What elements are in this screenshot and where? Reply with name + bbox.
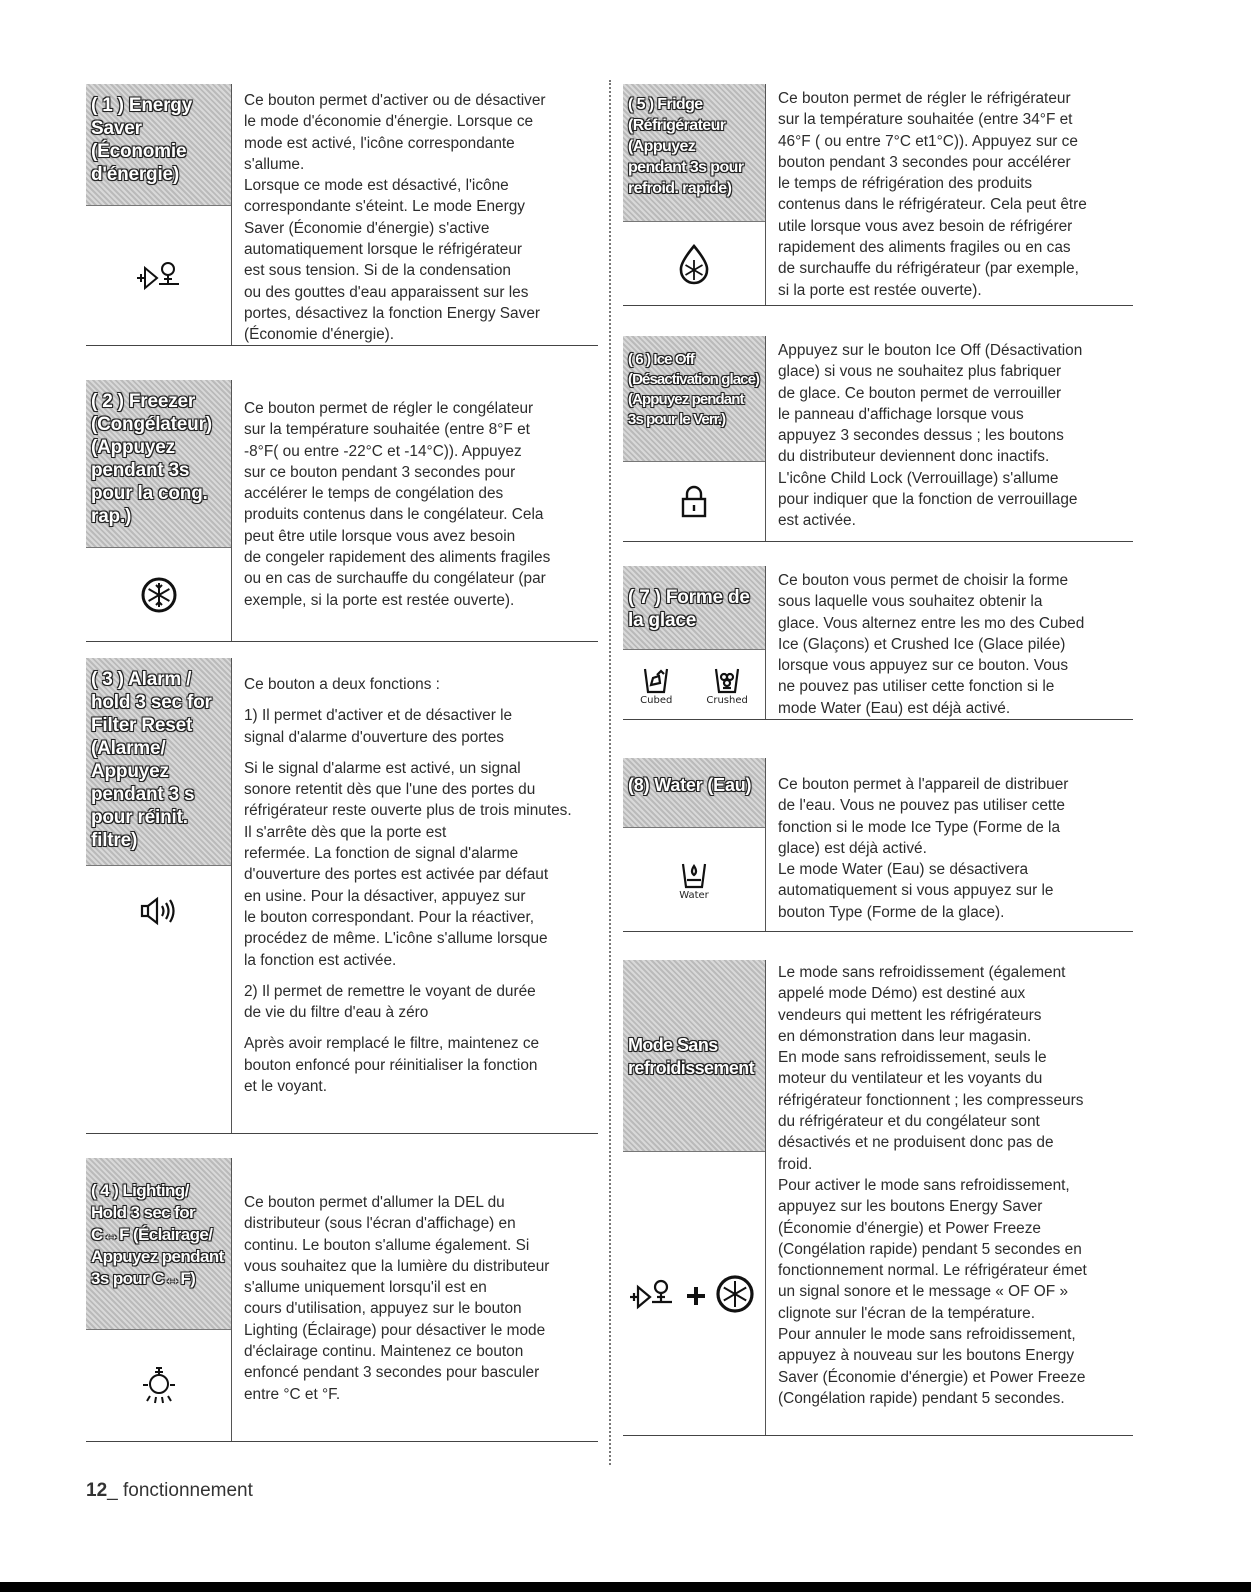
lock-icon xyxy=(623,462,765,542)
label-freezer: ( 2 ) Freezer (Congélateur) (Appuyez pendant 3s pour la cong. rap.) xyxy=(86,380,231,548)
row-alarm xyxy=(86,658,598,1134)
scan-edge-bar xyxy=(0,1582,1251,1592)
crushed-ice-icon xyxy=(706,665,747,706)
cubed-ice-icon xyxy=(640,665,672,706)
cubed-caption: Cubed xyxy=(640,694,673,706)
water-caption: Water xyxy=(679,889,709,901)
row-separator xyxy=(623,931,1133,932)
label-lighting: ( 4 ) Lighting/ Hold 3 sec for C↔F (Éclairage/ Appuyez pendant 3s pour C↔F) xyxy=(86,1158,231,1330)
fridge-drop-icon xyxy=(623,222,765,306)
label-no-cooling-mode: Mode Sans refroidissement xyxy=(623,960,765,1152)
row-separator xyxy=(623,1435,1133,1436)
column-divider xyxy=(609,80,611,1465)
row-separator xyxy=(623,719,1133,720)
page-number: 12 xyxy=(86,1480,108,1501)
row-ice-off xyxy=(623,336,1133,542)
row-separator xyxy=(86,1441,598,1442)
row-fridge xyxy=(623,84,1133,306)
row-ice-shape xyxy=(623,566,1133,720)
description-ice-shape: Ce bouton vous permet de choisir la forme sous laquelle vous souhaitez obtenir la glace. Vous alternez entre les mo des Cubed Ice (Glaçons) et Crushed Ice (Glace pilée) lorsque vous appuyez sur ce bouton. Vous ne pouvez pas utiliser cette fonction si le mode Water (Eau) est déjà activé. xyxy=(778,572,1085,717)
row-no-cooling-mode xyxy=(623,960,1133,1436)
label-alarm: ( 3 ) Alarm / hold 3 sec for Filter Reset (Alarme/ Appuyez pendant 3 s pour réinit. filtre) xyxy=(86,658,231,866)
description-water: Ce bouton permet à l'appareil de distribuer de l'eau. Vous ne pouvez pas utiliser cette fonction si le mode Ice Type (Forme de la glace) est déjà activé. Le mode Water (Eau) se désactivera automatiquement si vous appuyez sur le bouton Type (Forme de la glace). xyxy=(778,776,1069,921)
description-lighting: Ce bouton permet d'allumer la DEL du distributeur (sous l'écran d'affichage) en continu. Le bouton s'allume également. Si vous souhaitez que la lumière du distributeur s'allume uniquement lorsqu'il est en cours d'utilisation, appuyez sur le bouton Lighting (Éclairage) pour désactiver le mode d'éclairage continu. Maintenez ce bouton enfoncé pendant 3 secondes pour basculer entre °C et °F. xyxy=(244,1194,550,1403)
label-energy-saver: ( 1 ) Energy Saver (Économie d'énergie) xyxy=(86,84,231,206)
label-water: (8) Water (Eau) xyxy=(623,758,765,828)
label-fridge: ( 5 ) Fridge (Réfrigérateur (Appuyez pendant 3s pour refroid. rapide) xyxy=(623,84,765,222)
row-separator xyxy=(86,1133,598,1134)
crushed-caption: Crushed xyxy=(706,694,748,706)
energy-saver-plus-freezer-icon xyxy=(623,1152,765,1436)
label-ice-off: ( 6 ) Ice Off (Désactivation glace) (Appuyez pendant 3s pour le Verr.) xyxy=(623,336,765,462)
row-water xyxy=(623,758,1133,932)
row-freezer xyxy=(86,380,598,642)
row-separator xyxy=(86,641,598,642)
row-separator xyxy=(86,345,598,346)
row-energy-saver xyxy=(86,84,598,346)
ice-shape-icon xyxy=(623,650,765,720)
freezer-snowflake-icon xyxy=(86,548,231,642)
description-energy-saver: Ce bouton permet d'activer ou de désactiver le mode d'économie d'énergie. Lorsque ce mode est activé, l'icône correspondante s'allume. Lorsque ce mode est désactivé, l'icône correspondante s'éteint. Le mode Energy Saver (Économie d'énergie) s'active automatiquement lorsque le réfrigérateur est sous tension. Si de la condensation ou des gouttes d'eau apparaissent sur les portes, désactivez la fonction Energy Saver (Économie d'énergie). xyxy=(244,92,546,344)
section-name: _ fonctionnement xyxy=(107,1480,253,1501)
label-ice-shape: ( 7 ) Forme de la glace xyxy=(623,566,765,650)
description-no-cooling-mode: Le mode sans refroidissement (également appelé mode Démo) est destiné aux vendeurs qui mettent les réfrigérateurs en démonstration dans leur magasin. En mode sans refroidissement, seuls le moteur du ventilateur et les voyants du réfrigérateur fonctionnent ; les compresseurs du réfrigérateur et du congélateur sont désactivés et ne produisent donc pas de froid. Pour activer le mode sans refroidissement, appuyez sur les boutons Energy Saver (Économie d'énergie) et Power Freeze (Congélation rapide) pendant 5 secondes en fonctionnement normal. Le réfrigérateur émet un signal sonore et le message « OF OF » clignote sur l'écran de la température. Pour annuler le mode sans refroidissement, appuyez à nouveau sur les boutons Energy Saver (Économie d'énergie) et Power Freeze (Congélation rapide) pendant 5 secondes. xyxy=(778,964,1087,1407)
row-lighting xyxy=(86,1158,598,1442)
light-bulb-icon xyxy=(86,1330,231,1442)
description-freezer: Ce bouton permet de régler le congélateur sur la température souhaitée (entre 8°F et -8°F( ou entre -22°C et -14°C)). Appuyez sur ce bouton pendant 3 secondes pour accélérer le temps de congélation des produits contenus dans le congélateur. Cela peut être utile lorsque vous avez besoin de congeler rapidement des aliments fragiles ou en cas de surchauffe du congélateur (par exemple, si la porte est restée ouverte). xyxy=(244,400,551,609)
row-separator xyxy=(623,541,1133,542)
energy-saver-icon xyxy=(86,206,231,346)
description-ice-off: Appuyez sur le bouton Ice Off (Désactivation glace) si vous ne souhaitez plus fabriquer de glace. Ce bouton permet de verrouiller le panneau d'affichage lorsque vous appuyez 3 secondes dessus ; les boutons du distributeur deviennent donc inactifs. L'icône Child Lock (Verrouillage) s'allume pour indiquer que la fonction de verrouillage est activée. xyxy=(778,342,1083,530)
description-fridge: Ce bouton permet de régler le réfrigérateur sur la température souhaitée (entre 34°F et 46°F ( ou entre 7°C et1°C)). Appuyez sur ce bouton pendant 3 secondes pour accélérer le temps de réfrigération des produits contenus dans le réfrigérateur. Cela peut être utile lorsque vous avez besoin de réfrigérer rapidement des aliments fragiles ou en cas de surchauffe du réfrigérateur (par exemple, si la porte est restée ouverte). xyxy=(778,90,1087,299)
water-cup-icon xyxy=(623,828,765,932)
page-footer xyxy=(86,1480,253,1502)
row-separator xyxy=(623,305,1133,306)
description-alarm: Ce bouton a deux fonctions : 1) Il permet d'activer et de désactiver le signal d'alarme d'ouverture des portes Si le signal d'alarme est activé, un signal sonore retentit dès que l'une des portes du réfrigérateur reste ouverte plus de trois minutes. Il s'arrête dès que la porte est refermée. La fonction de signal d'alarme d'ouverture des portes est activée par défaut en usine. Pour la désactiver, appuyez sur le bouton correspondant. Pour la réactiver, procédez de même. L'icône s'allume lorsque la fonction est activée. 2) Il permet de remettre le voyant de durée de vie du filtre d'eau à zéro Après avoir remplacé le filtre, maintenez ce bouton enfoncé pour réinitialiser la fonction et le voyant. xyxy=(244,676,572,1096)
alarm-speaker-icon xyxy=(86,866,231,956)
